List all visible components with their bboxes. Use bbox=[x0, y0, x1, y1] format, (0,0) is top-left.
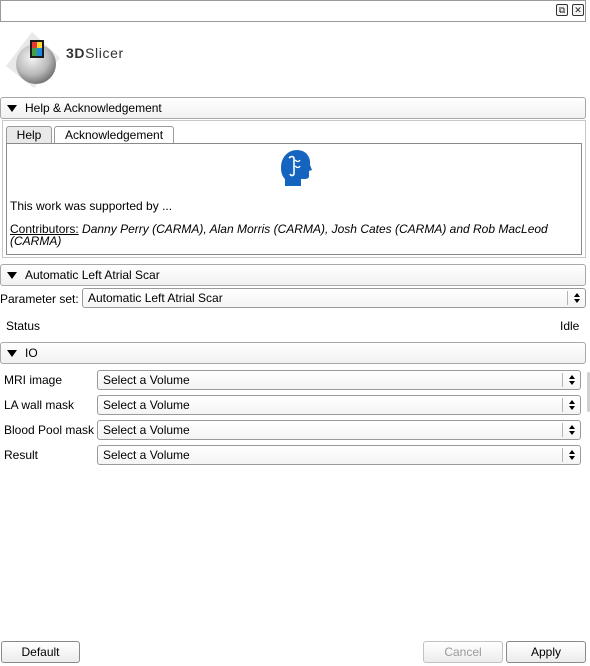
status-label: Status bbox=[6, 319, 41, 333]
combo-arrows-icon bbox=[567, 291, 585, 305]
result-value: Select a Volume bbox=[103, 448, 190, 462]
module-section-header[interactable] bbox=[0, 264, 586, 286]
result-combo[interactable] bbox=[97, 445, 581, 465]
default-button-label: Default bbox=[21, 645, 60, 659]
la-wall-mask-value: Select a Volume bbox=[103, 398, 190, 412]
io-section-header[interactable] bbox=[0, 342, 586, 364]
help-acknowledgement-header[interactable] bbox=[0, 97, 586, 119]
la-wall-mask-label: LA wall mask bbox=[4, 398, 75, 412]
parameter-set-value: Automatic Left Atrial Scar bbox=[88, 291, 223, 305]
help-section-title: Help & Acknowledgement bbox=[25, 101, 162, 115]
parameter-set-label: Parameter set: bbox=[0, 292, 79, 306]
collapse-arrow-icon bbox=[7, 105, 17, 112]
contributors-label: Contributors: bbox=[10, 222, 79, 236]
namic-head-icon bbox=[275, 148, 313, 188]
blood-pool-mask-combo[interactable] bbox=[97, 420, 581, 440]
blood-pool-mask-label: Blood Pool mask bbox=[4, 423, 95, 437]
module-section-title: Automatic Left Atrial Scar bbox=[25, 268, 160, 282]
contributors-text bbox=[10, 223, 570, 247]
tab-help-label: Help bbox=[16, 128, 42, 142]
window-title-bar bbox=[0, 0, 586, 22]
collapse-arrow-icon bbox=[7, 272, 17, 279]
acknowledgement-content bbox=[6, 143, 582, 255]
combo-arrows-icon bbox=[562, 398, 580, 412]
apply-button[interactable] bbox=[506, 641, 586, 663]
cancel-button-label: Cancel bbox=[444, 645, 482, 659]
parameter-set-combo[interactable] bbox=[82, 288, 586, 308]
la-wall-mask-combo[interactable] bbox=[97, 395, 581, 415]
mri-image-value: Select a Volume bbox=[103, 373, 190, 387]
cancel-button[interactable] bbox=[423, 641, 503, 663]
combo-arrows-icon bbox=[562, 373, 580, 387]
io-section-title: IO bbox=[25, 346, 38, 360]
apply-button-label: Apply bbox=[530, 645, 562, 659]
mri-image-combo[interactable] bbox=[97, 370, 581, 390]
tab-acknowledgement-label: Acknowledgement bbox=[64, 128, 164, 142]
status-value: Idle bbox=[560, 319, 580, 333]
mri-image-label: MRI image bbox=[4, 373, 63, 387]
result-label: Result bbox=[4, 448, 39, 462]
combo-arrows-icon bbox=[562, 423, 580, 437]
tab-help[interactable] bbox=[6, 126, 52, 144]
close-icon[interactable]: ✕ bbox=[572, 4, 584, 16]
collapse-arrow-icon bbox=[7, 350, 17, 357]
restore-icon[interactable]: ⧉ bbox=[556, 4, 568, 16]
support-text: This work was supported by ... bbox=[10, 199, 173, 213]
blood-pool-mask-value: Select a Volume bbox=[103, 423, 190, 437]
contributors-names: Danny Perry (CARMA), Alan Morris (CARMA), Josh Cates (CARMA) and Rob MacLeod (CARMA) bbox=[10, 222, 548, 248]
slicer-logo-text: 3DSlicer bbox=[66, 45, 124, 61]
combo-arrows-icon bbox=[562, 448, 580, 462]
slicer-logo-icon bbox=[2, 26, 64, 92]
default-button[interactable] bbox=[1, 641, 80, 663]
